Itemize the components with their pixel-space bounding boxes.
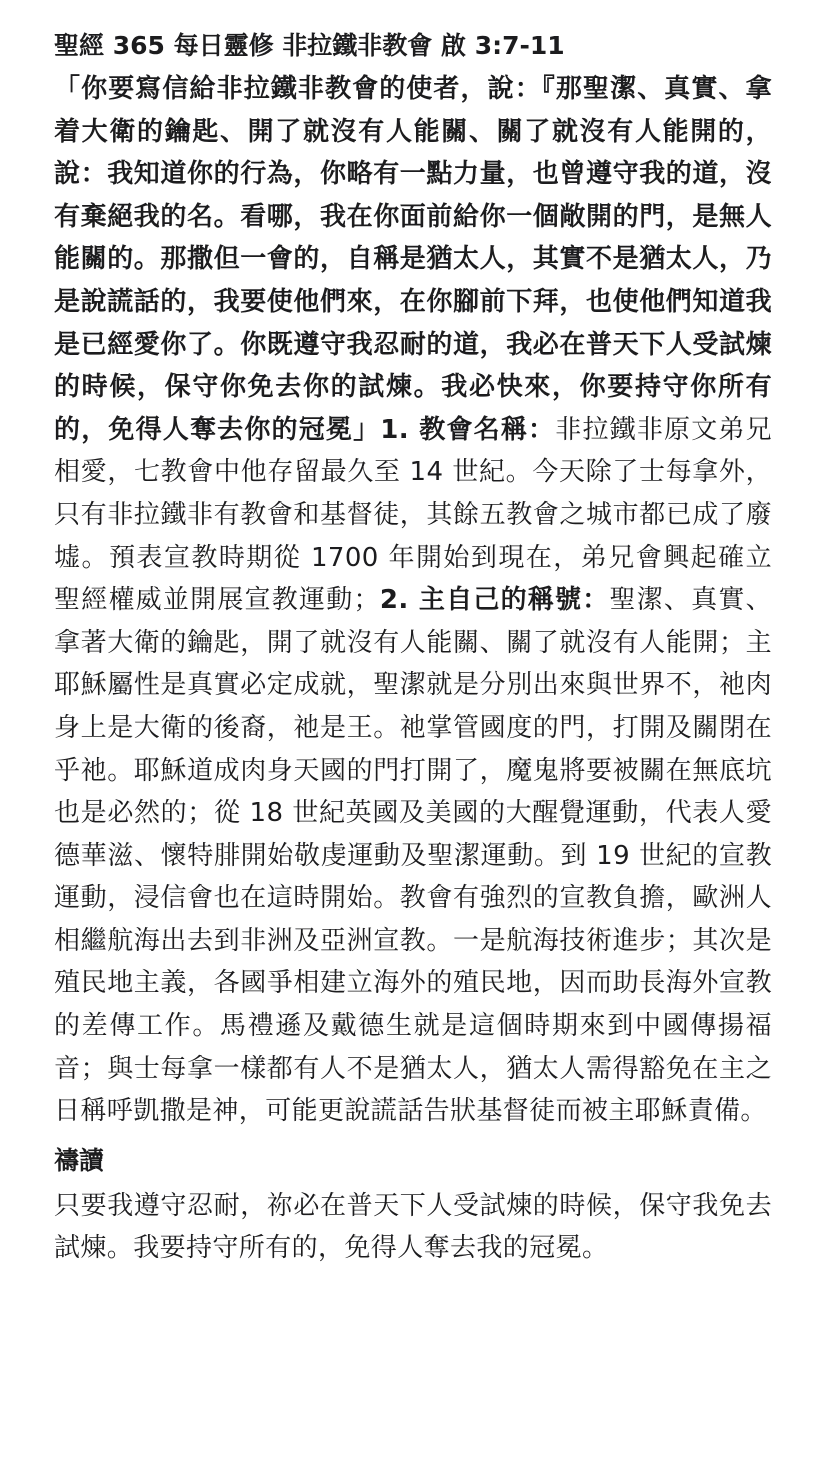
devotional-body (54, 68, 772, 1133)
point-2-label: 2. 主自己的稱號： (379, 585, 610, 616)
scripture-quote: 「你要寫信給非拉鐵非教會的使者，說：『那聖潔、真實、拿着大衛的鑰匙、開了就沒有人能關、關了就沒有人能開的，說：我知道你的行為，你略有一點力量，也曾遵守我的道，沒有棄絕我的名。看哪，我在你面前給你一個敞開的門，是無人能關的。那撒但一會的，自稱是猶太人，其實不是猶太人，乃是說謊話的，我要使他們來，在你腳前下拜，也使他們知道我是已經愛你了。你既遵守我忍耐的道，我必在普天下人受試煉的時候，保守你免去你的試煉。我必快來，你要持守你所有的，免得人奪去你的冠冕」 (54, 74, 772, 445)
point-2-text: 聖潔、真實、拿著大衛的鑰匙，開了就沒有人能關、關了就沒有人能開；主耶穌屬性是真實必定成就，聖潔就是分別出來與世界不，祂肉身上是大衛的後裔，祂是王。祂掌管國度的門，打開及關閉在乎祂。耶穌道成肉身天國的門打開了，魔鬼將要被關在無底坑也是必然的；從 18 世紀英國及美國的大醒覺運動，代表人愛德華滋、懷特腓開始敬虔運動及聖潔運動。到 19 世紀的宣教運動，浸信會也在這時開始。教會有強烈的宣教負擔，歐洲人相繼航海出去到非洲及亞洲宣教。一是航海技術進步；其次是殖民地主義，各國爭相建立海外的殖民地，因而助長海外宣教的差傳工作。馬禮遜及戴德生就是這個時期來到中國傳揚福音；與士每拿一樣都有人不是猶太人，猶太人需得豁免在主之日稱呼凱撒是神，可能更說謊話告狀基督徒而被主耶穌責備。 (54, 585, 772, 1127)
devotional-page (54, 26, 772, 1270)
page-title: 聖經 365 每日靈修 非拉鐵非教會 啟 3:7-11 (54, 31, 565, 60)
prayer-heading: 禱讀 (54, 1145, 105, 1175)
point-1-label: 1. 教會名稱： (380, 414, 556, 445)
prayer-text: 只要我遵守忍耐，祢必在普天下人受試煉的時候，保守我免去試煉。我要持守所有的，免得人奪去我的冠冕。 (54, 1190, 772, 1264)
point-1-text: 非拉鐵非原文弟兄相愛，七教會中他存留最久至 14 世紀。今天除了士每拿外，只有非拉鐵非有教會和基督徒，其餘五教會之城市都已成了廢墟。預表宣教時期從 1700 年開始到現在，弟兄會興起確立聖經權威並開展宣教運動； (54, 414, 772, 616)
